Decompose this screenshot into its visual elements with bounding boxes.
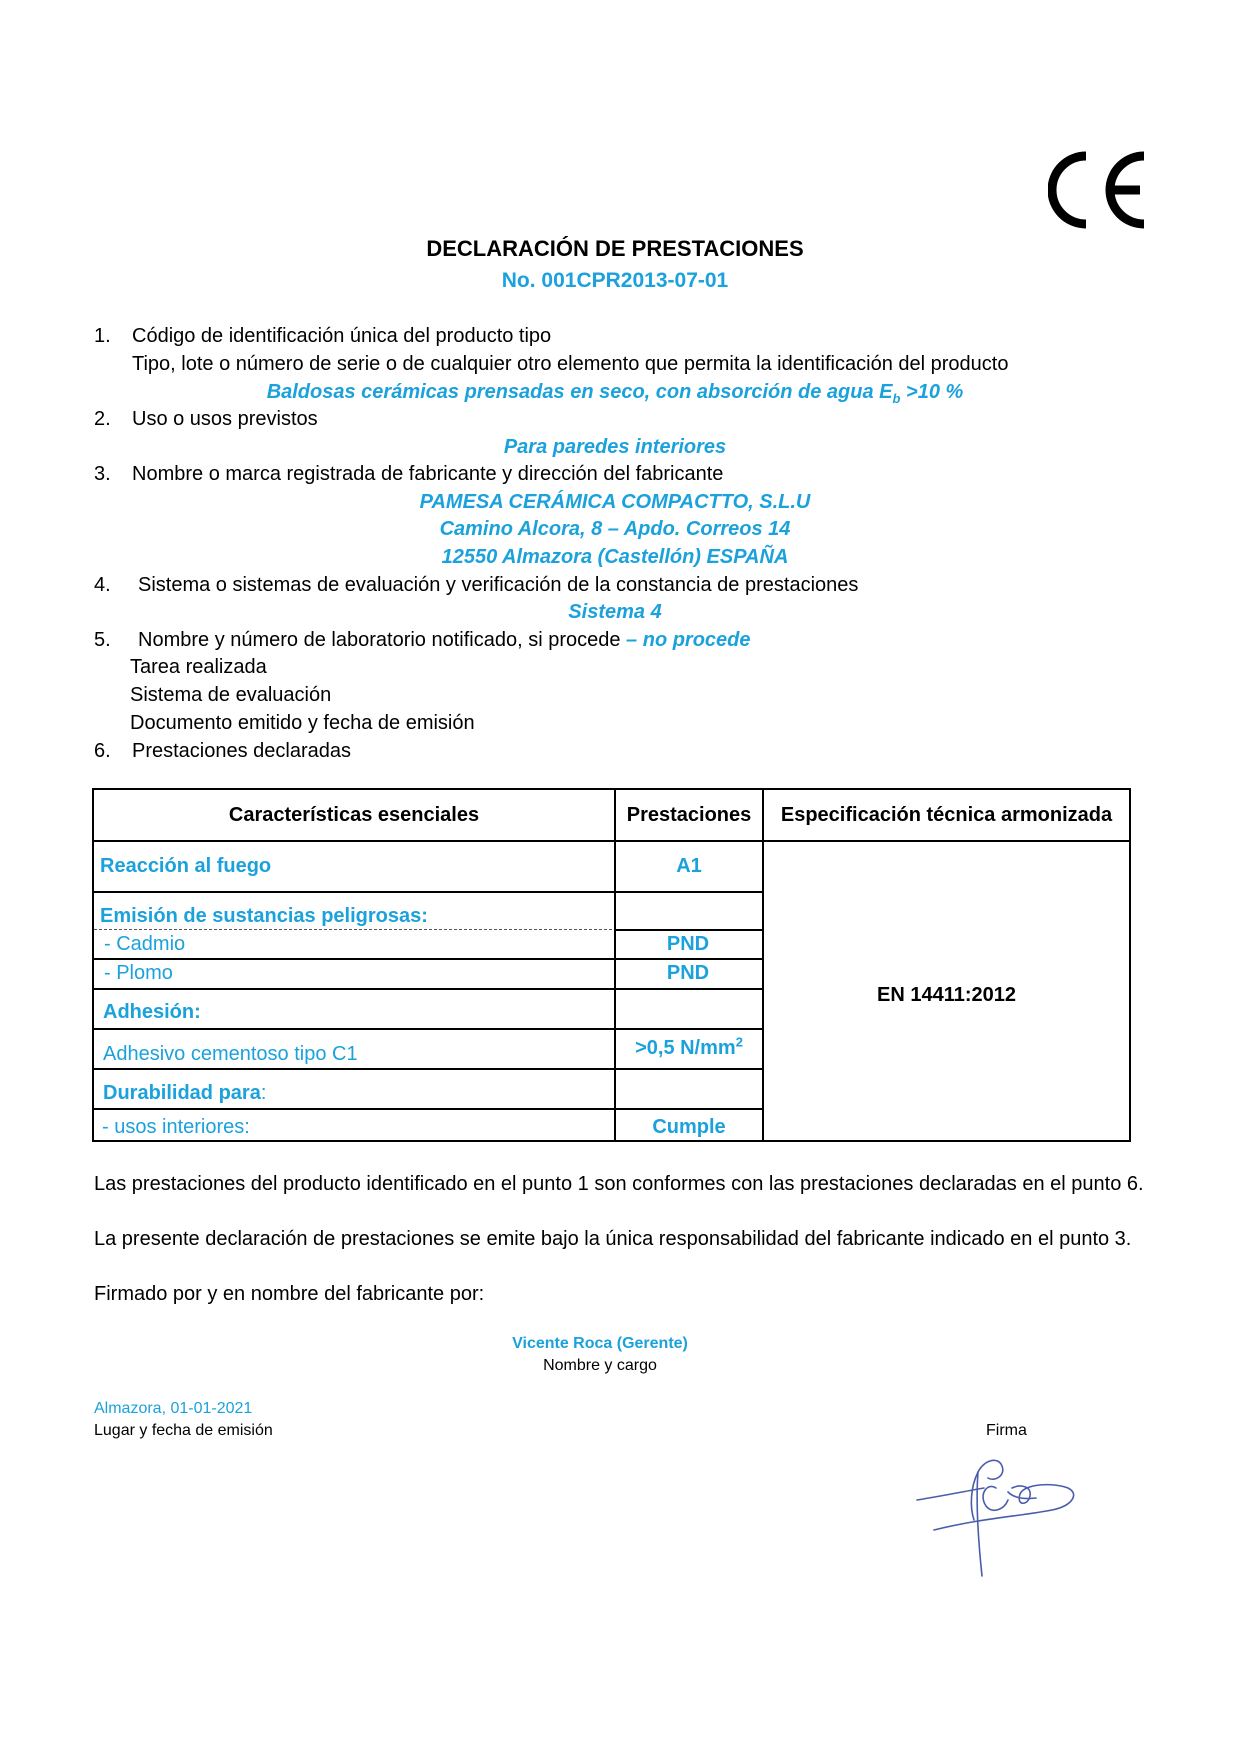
row-emision-label: Emisión de sustancias peligrosas:: [100, 905, 428, 927]
item-1-number: 1.: [94, 325, 111, 347]
item-3-number: 3.: [94, 463, 111, 485]
row-cadmio-value: PND: [666, 933, 710, 955]
row-usos-label: - usos interiores:: [102, 1116, 250, 1138]
item-2-number: 2.: [94, 408, 111, 430]
item-4-label: Sistema o sistemas de evaluación y verificación de la constancia de prestaciones: [138, 574, 859, 596]
item-5-sub-system: Sistema de evaluación: [130, 684, 332, 706]
place-date-caption: Lugar y fecha de emisión: [94, 1422, 273, 1439]
row-reaccion-label: Reacción al fuego: [100, 855, 272, 877]
signer-name: Vicente Roca (Gerente): [512, 1335, 688, 1352]
item-1-value: Baldosas cerámicas prensadas en seco, con absorción de agua $E_b >10$ %: [266, 381, 964, 406]
manufacturer-name: PAMESA CERÁMICA COMPACTTO, S.L.U: [419, 491, 811, 513]
row-plomo-value: PND: [666, 962, 710, 984]
performance-table: [92, 788, 1131, 1142]
row-usos-value: Cumple: [652, 1116, 726, 1138]
conformity-paragraph: Las prestaciones del producto identificado en el punto 1 son conformes con las prestaciones declaradas en el punto 6.: [94, 1173, 1144, 1195]
header-characteristics: Características esenciales: [228, 804, 480, 826]
row-reaccion-value: A1: [676, 855, 702, 877]
row-adhesion-label: Adhesión:: [103, 1001, 201, 1023]
item-5-sub-task: Tarea realizada: [130, 656, 267, 678]
row-cadmio-label: - Cadmio: [104, 933, 186, 955]
item-5-sub-document: Documento emitido y fecha de emisión: [130, 712, 475, 734]
item-1-label: Código de identificación única del producto tipo: [132, 325, 552, 347]
row-adhesivo-value: >0,5 $N/mm^2$: [635, 1034, 743, 1059]
item-4-number: 4.: [94, 574, 111, 596]
item-5-number: 5.: [94, 629, 111, 651]
ce-marking-icon: [1048, 148, 1150, 232]
firma-caption: Firma: [986, 1422, 1027, 1439]
place-date: Almazora, 01-01-2021: [94, 1400, 253, 1417]
handwritten-signature-icon: [912, 1448, 1082, 1578]
header-performance: Prestaciones: [626, 804, 752, 826]
manufacturer-city: 12550 Almazora (Castellón) ESPAÑA: [441, 546, 789, 568]
row-adhesivo-label: Adhesivo cementoso tipo C1: [103, 1043, 358, 1065]
row-durabilidad-label: Durabilidad para:: [103, 1082, 267, 1104]
item-2-label: Uso o usos previstos: [132, 408, 318, 430]
document-title: DECLARACIÓN DE PRESTACIONES: [426, 236, 804, 261]
row-plomo-label: - Plomo: [104, 962, 173, 984]
manufacturer-address: Camino Alcora, 8 – Apdo. Correos 14: [439, 518, 791, 540]
signed-by-paragraph: Firmado por y en nombre del fabricante por:: [94, 1283, 485, 1305]
item-6-number: 6.: [94, 740, 111, 762]
responsibility-paragraph: La presente declaración de prestaciones se emite bajo la única responsabilidad del fabricante indicado en el punto 3.: [94, 1228, 1132, 1250]
item-1-sub: Tipo, lote o número de serie o de cualquier otro elemento que permita la identificación del producto: [132, 353, 1009, 375]
item-5-value: – no procede: [626, 629, 751, 651]
signer-caption: Nombre y cargo: [543, 1357, 657, 1374]
item-5-label: Nombre y número de laboratorio notificado, si procede – no procede: [138, 629, 751, 651]
item-2-value: Para paredes interiores: [503, 436, 727, 458]
document-number: No. 001CPR2013-07-01: [501, 269, 729, 292]
header-spec: Especificación técnica armonizada: [780, 804, 1113, 826]
item-3-label: Nombre o marca registrada de fabricante y dirección del fabricante: [132, 463, 724, 485]
item-4-value: Sistema 4: [568, 601, 662, 623]
harmonized-spec: EN 14411:2012: [876, 984, 1016, 1006]
item-6-label: Prestaciones declaradas: [132, 740, 352, 762]
